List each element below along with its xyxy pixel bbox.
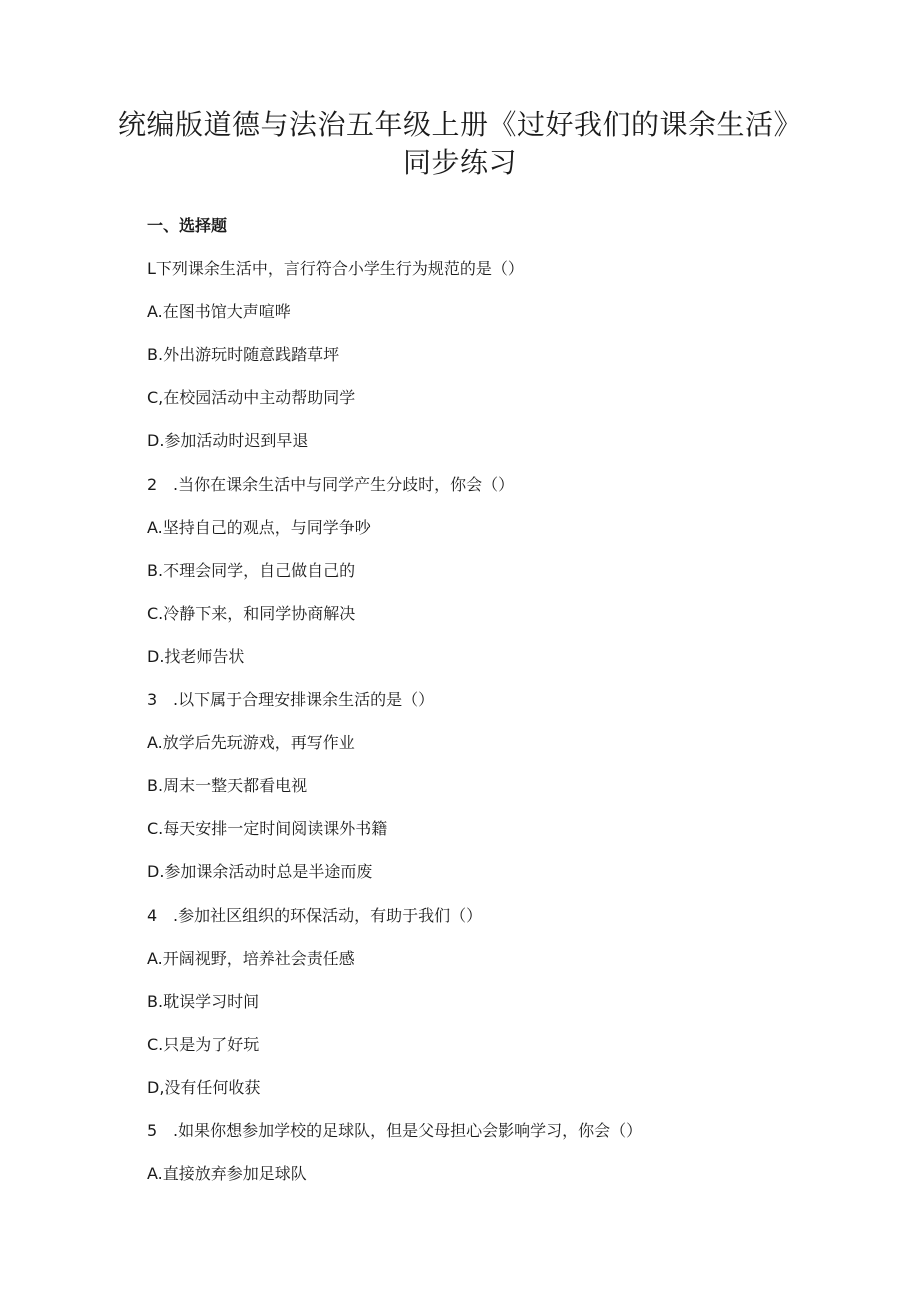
option-line [147, 1162, 307, 1186]
option-text: B.周末一整天都看电视 [147, 776, 308, 796]
question-line [147, 1119, 642, 1143]
question-text: .如果你想参加学校的足球队，但是父母担心会影响学习，你会（） [173, 1121, 643, 1140]
option-line [147, 817, 387, 841]
question-line [147, 904, 482, 928]
option-line [147, 516, 371, 540]
option-text: A.放学后先玩游戏，再写作业 [147, 733, 355, 753]
option-text: B.不理会同学，自己做自己的 [147, 560, 356, 580]
option-line [147, 990, 259, 1014]
question-line [147, 473, 514, 497]
option-text: D,没有任何收获 [147, 1077, 261, 1097]
question-number: 4 [147, 905, 158, 925]
option-line [147, 645, 244, 669]
option-text: B.耽误学习时间 [147, 991, 260, 1011]
option-line [147, 1033, 259, 1057]
option-line [147, 602, 355, 626]
question-text: .参加社区组织的环保活动，有助于我们（） [173, 905, 483, 925]
question-line [147, 257, 524, 281]
option-text: D.参加课余活动时总是半途而废 [147, 862, 373, 882]
option-line [147, 386, 355, 410]
section-heading: 一、选择题 [147, 216, 228, 235]
option-line [147, 559, 355, 583]
option-line [147, 429, 308, 453]
option-text: C.只是为了好玩 [147, 1034, 260, 1054]
question-number: 2 [147, 474, 158, 494]
option-text: C,在校园活动中主动帮助同学 [147, 388, 356, 408]
option-text: A.开阔视野，培养社会责任感 [147, 948, 355, 968]
option-text: B.外出游玩时随意践踏草坪 [147, 345, 340, 365]
question-text: L下列课余生活中，言行符合小学生行为规范的是（） [147, 259, 524, 278]
option-text: A.在图书馆大声喧哗 [147, 302, 291, 322]
option-text: D.找老师告状 [147, 646, 245, 666]
option-line [147, 1076, 260, 1100]
question-text: .当你在课余生活中与同学产生分歧时，你会（） [173, 474, 515, 494]
option-line [147, 731, 355, 755]
option-line [147, 860, 372, 884]
option-text: A.坚持自己的观点，与同学争吵 [147, 517, 371, 537]
question-number: 3 [147, 690, 158, 709]
option-line [147, 947, 355, 971]
question-line [147, 688, 434, 712]
question-text: .以下属于合理安排课余生活的是（） [173, 690, 435, 709]
option-text: C.冷静下来，和同学协商解决 [147, 603, 356, 623]
option-text: D.参加活动时迟到早退 [147, 431, 309, 451]
option-line [147, 774, 307, 798]
option-line [147, 300, 291, 324]
option-text: C.每天安排一定时间阅读课外书籍 [147, 819, 388, 839]
document-title: 统编版道德与法治五年级上册《过好我们的课余生活》同步练习 [117, 108, 802, 179]
option-text: A.直接放弃参加足球队 [147, 1164, 307, 1184]
question-number: 5 [147, 1121, 158, 1140]
option-line [147, 343, 339, 367]
